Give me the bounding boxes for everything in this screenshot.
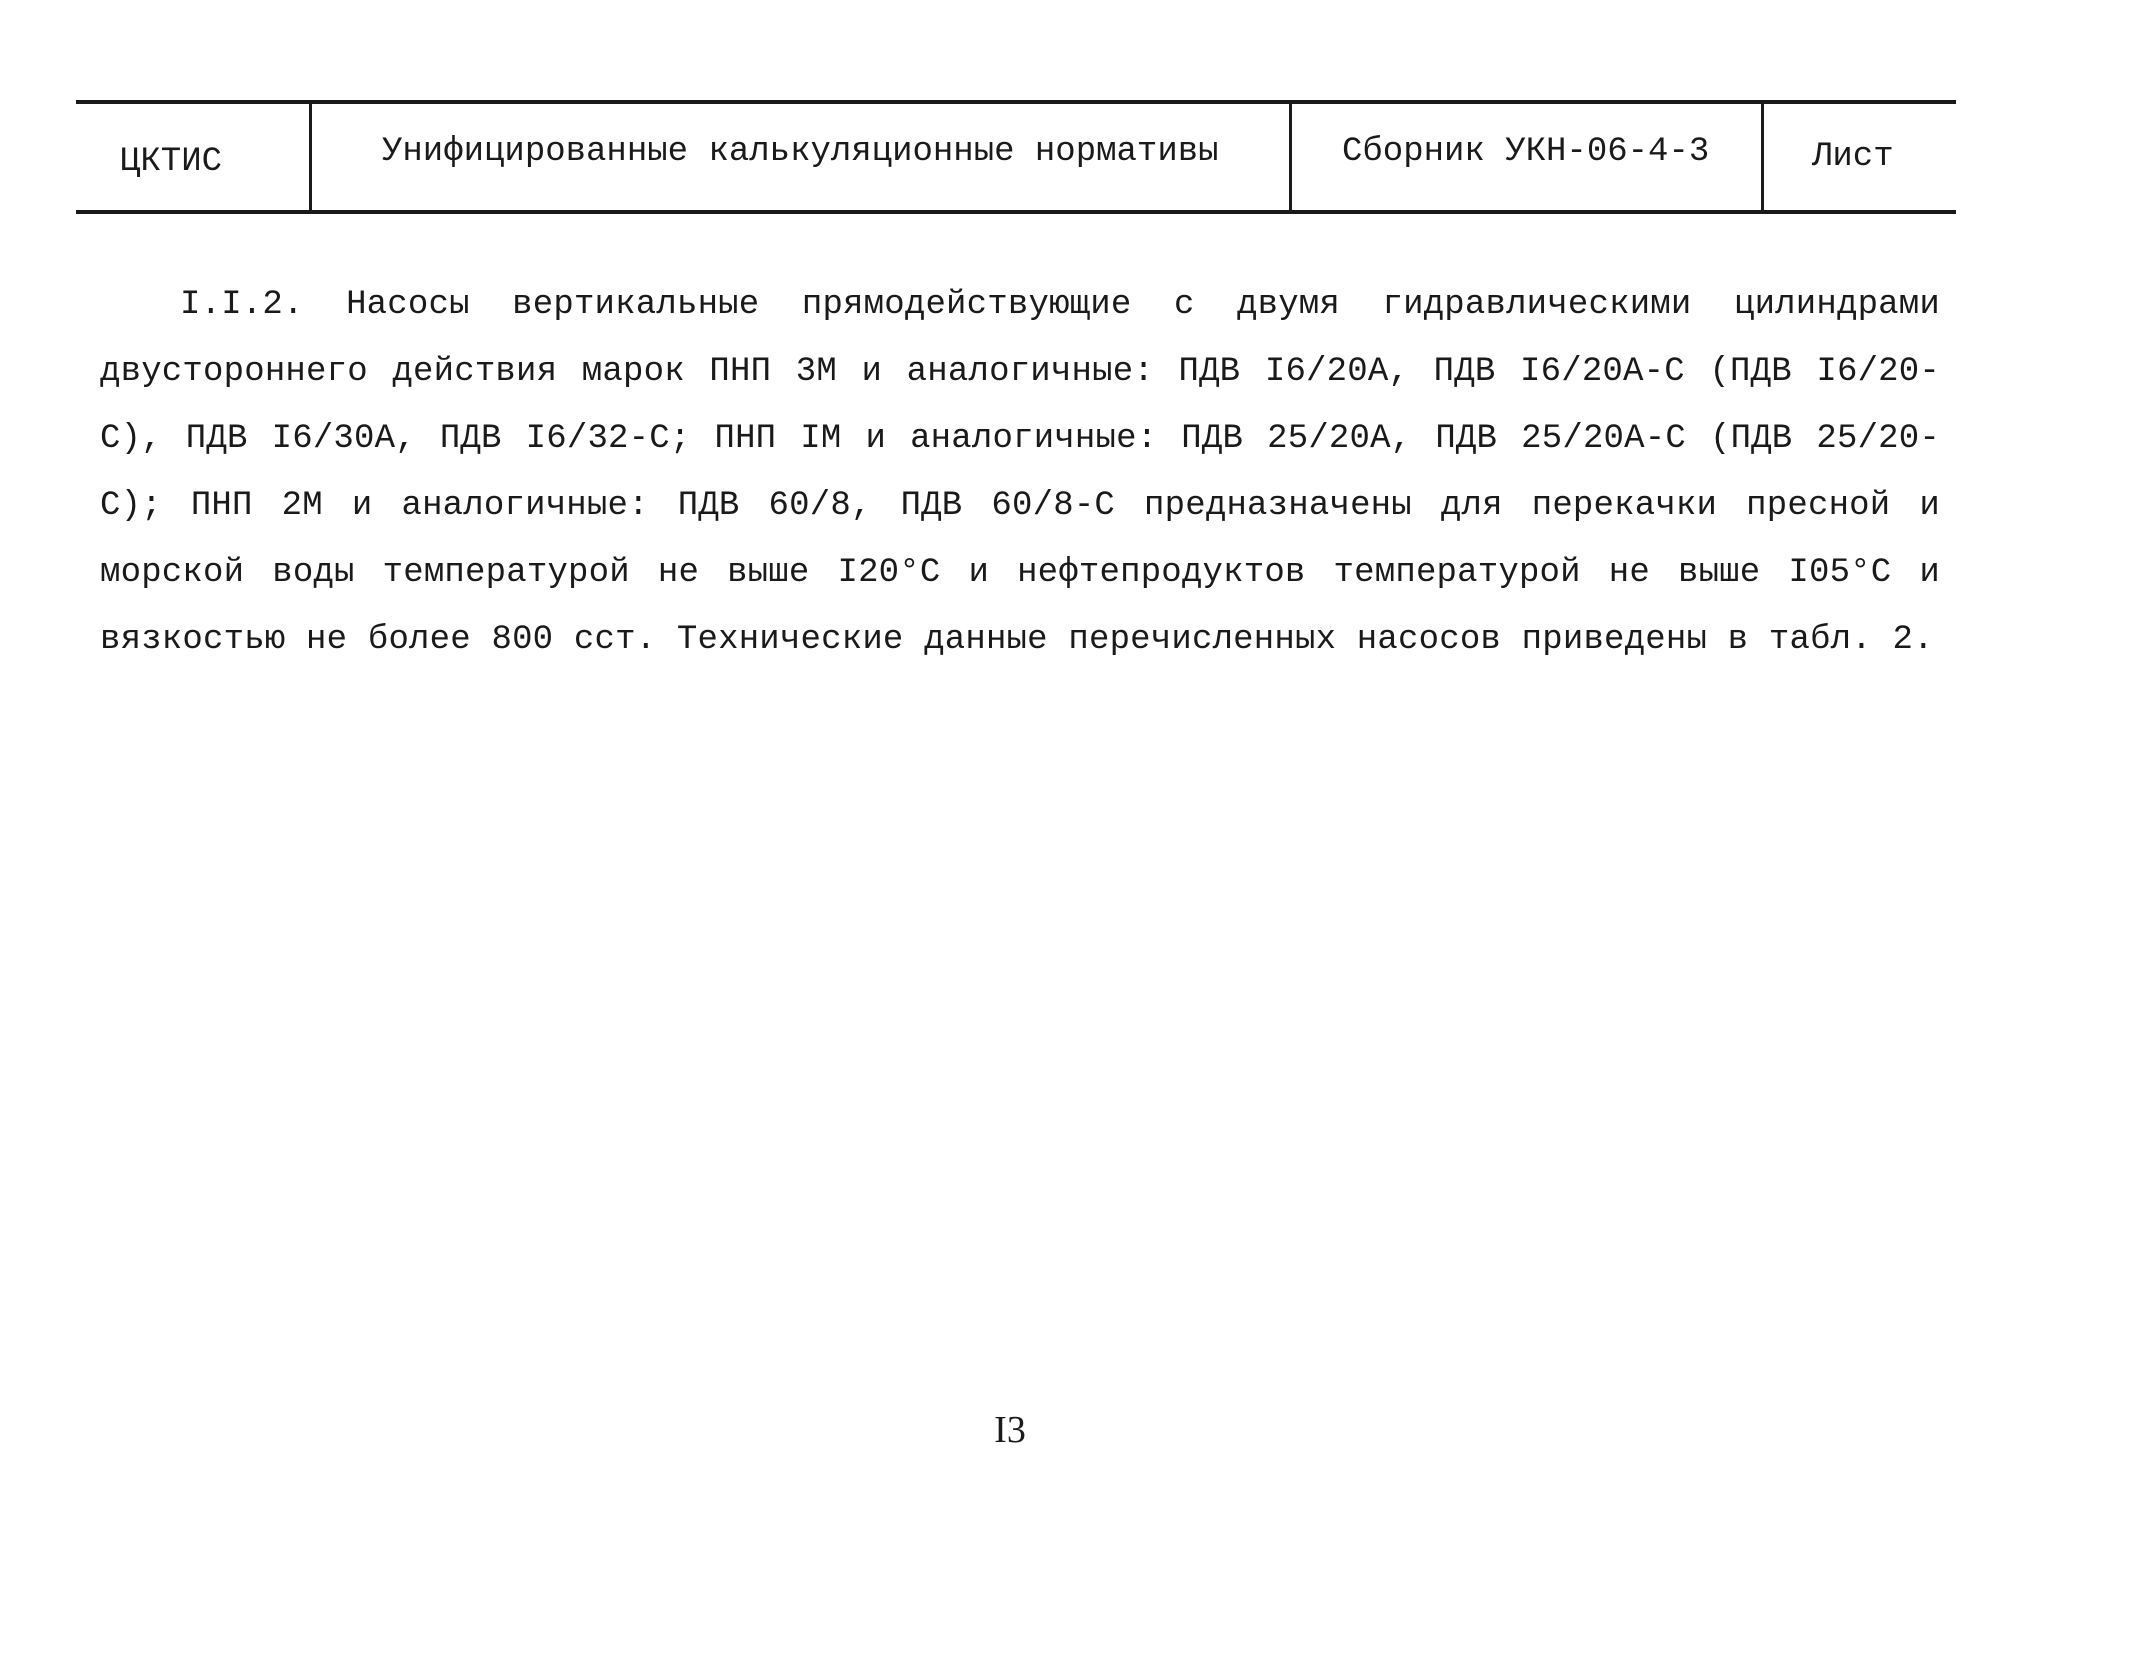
header-title: Унифицированные калькуляционные нормативы <box>312 104 1292 210</box>
page-number: I3 <box>994 1409 1026 1451</box>
body-paragraph: I.I.2. Насосы вертикальные прямодействующие с двумя гидравлическими цилиндрами двустороннего действия марок ПНП 3М и аналогичные: ПДВ I6/20А, ПДВ I6/20А-С (ПДВ I6/20-С), ПДВ I6/30А, ПДВ I6/32-С; ПНП IМ и аналогичные: ПДВ 25/20А, ПДВ 25/20А-С (ПДВ 25/20-С); ПНП 2М и аналогичные: ПДВ 60/8, ПДВ 60/8-С предназначены для перекачки пресной и морской воды температурой не выше I20°С и нефтепродуктов температурой не выше I05°С и вязкостью не более 800 сст. Технические данные перечисленных насосов приведены в табл. 2. <box>100 286 1940 659</box>
header-collection: Сборник УКН-06-4-3 <box>1292 104 1764 210</box>
document-header <box>76 100 1956 214</box>
header-organization: ЦКТИС <box>76 104 312 210</box>
header-sheet-label: Лист <box>1812 138 1894 176</box>
